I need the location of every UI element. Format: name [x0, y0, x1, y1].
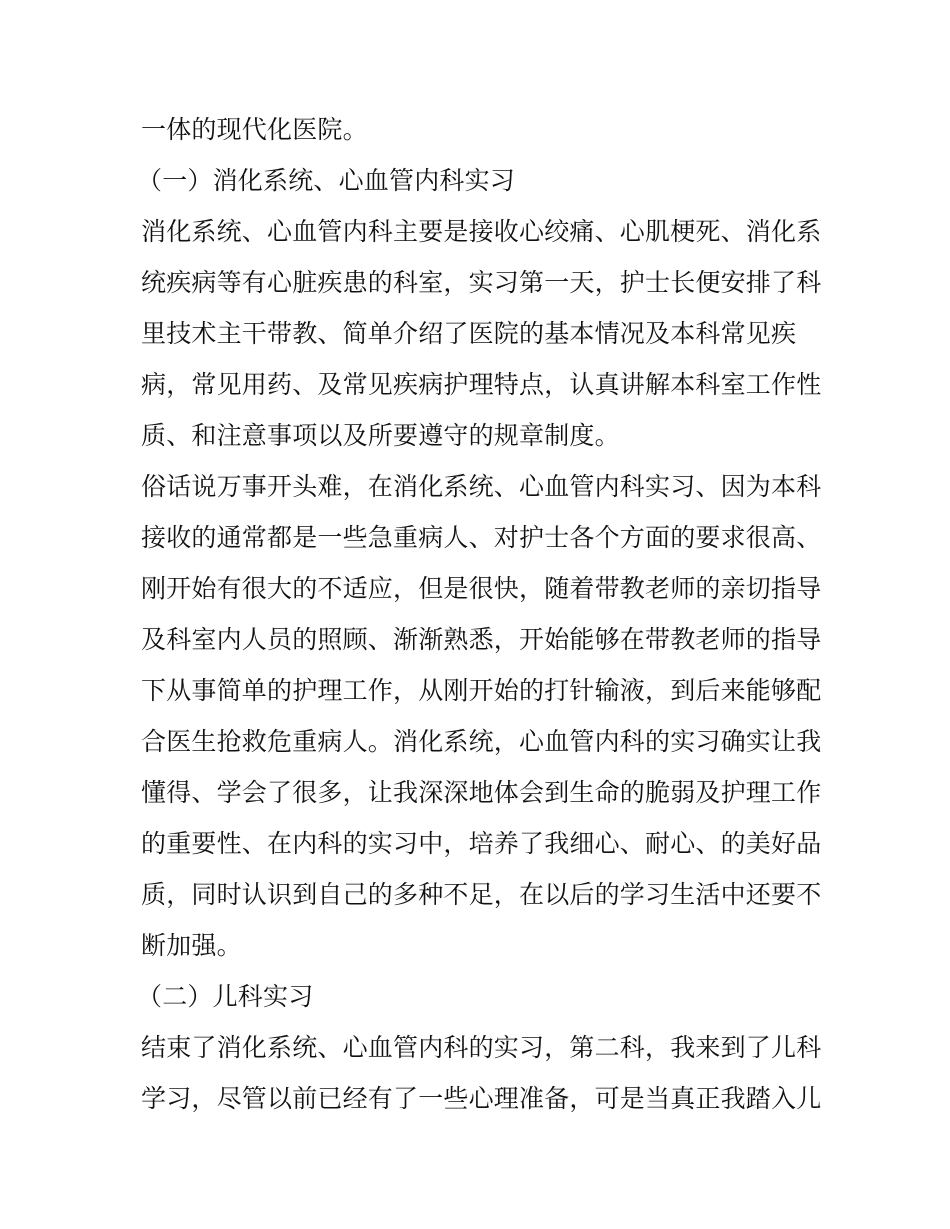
paragraph-line: 下从事简单的护理工作，从刚开始的打针输液，到后来能够配	[141, 676, 822, 705]
paragraph-line: 结束了消化系统、心血管内科的实习，第二科，我来到了儿科	[141, 1033, 822, 1062]
paragraph-line: 里技术主干带教、简单介绍了医院的基本情况及本科常见疾	[141, 319, 797, 348]
paragraph-line: 俗话说万事开头难，在消化系统、心血管内科实习、因为本科	[141, 472, 822, 501]
section-heading-2: （二）儿科实习	[137, 982, 314, 1011]
paragraph-line: 懂得、学会了很多，让我深深地体会到生命的脆弱及护理工作	[141, 778, 822, 807]
section1-paragraph2	[141, 461, 821, 971]
paragraph-line: 质、和注意事项以及所要遵守的规章制度。	[141, 421, 620, 450]
paragraph-line: 合医生抢救危重病人。消化系统，心血管内科的实习确实让我	[141, 727, 822, 756]
paragraph-line: 刚开始有很大的不适应，但是很快，随着带教老师的亲切指导	[141, 574, 822, 603]
section2-paragraph1	[141, 1022, 821, 1124]
paragraph-line: 病，常见用药、及常见疾病护理特点，认真讲解本科室工作性	[141, 370, 822, 399]
paragraph-line: 质，同时认识到自己的多种不足，在以后的学习生活中还要不	[141, 880, 822, 909]
paragraph-line: 的重要性、在内科的实习中，培养了我细心、耐心、的美好品	[141, 829, 822, 858]
document-body	[137, 104, 822, 1124]
paragraph-line: 统疾病等有心脏疾患的科室，实习第一天，护士长便安排了科	[141, 268, 822, 297]
section-heading-1: （一）消化系统、心血管内科实习	[137, 166, 516, 195]
paragraph-line: 消化系统、心血管内科主要是接收心绞痛、心肌梗死、消化系	[141, 217, 822, 246]
intro-line: 一体的现代化医院。	[141, 115, 368, 144]
paragraph-line: 断加强。	[141, 931, 242, 960]
paragraph-line: 学习，尽管以前已经有了一些心理准备，可是当真正我踏入儿	[141, 1084, 822, 1113]
paragraph-line: 及科室内人员的照顾、渐渐熟悉，开始能够在带教老师的指导	[141, 625, 822, 654]
section1-paragraph1	[141, 206, 821, 461]
paragraph-line: 接收的通常都是一些急重病人、对护士各个方面的要求很高、	[141, 523, 822, 552]
